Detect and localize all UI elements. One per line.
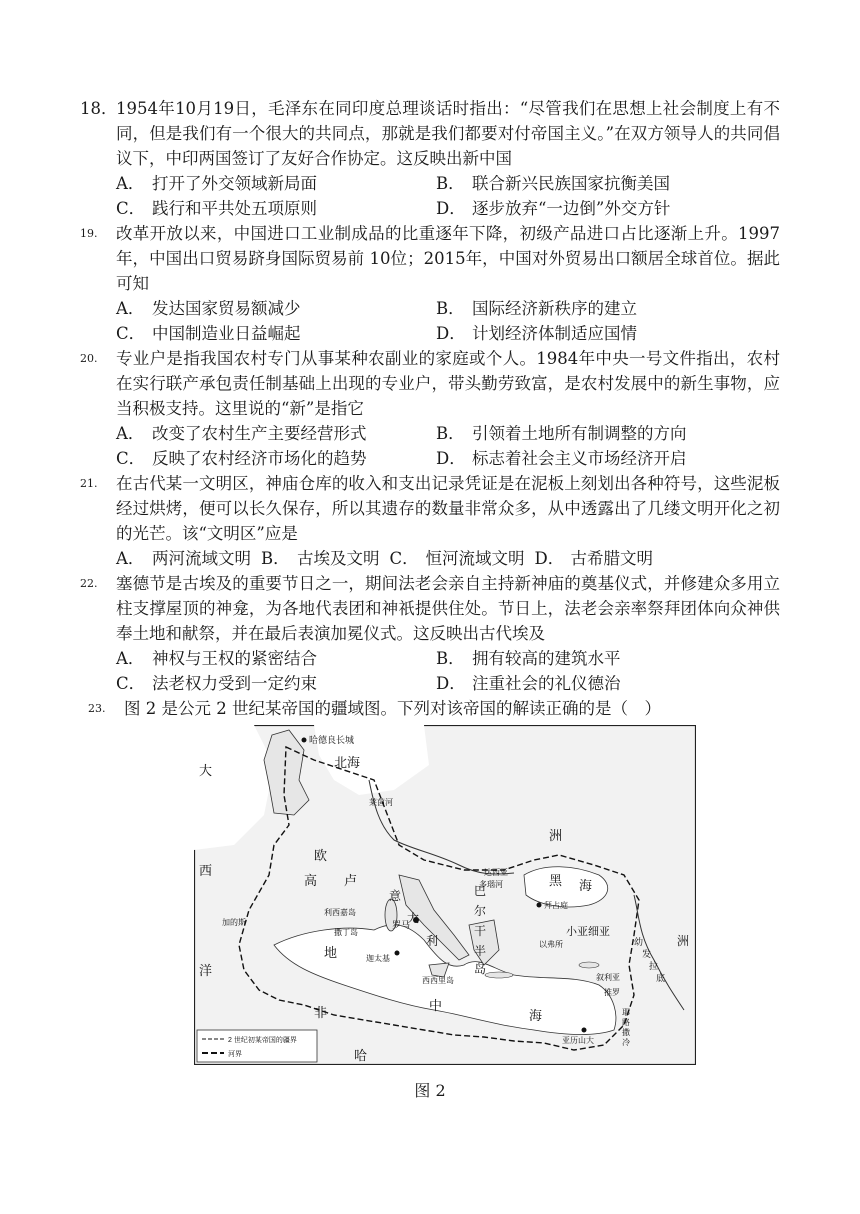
option-c[interactable]: C． 恒河流域文明 — [389, 549, 525, 568]
label-alexandria: 亚历山大 — [562, 1036, 594, 1045]
hadrian-wall-marker — [302, 738, 307, 743]
label-hai: 海 — [529, 1008, 543, 1023]
option-d[interactable]: D． 逐步放弃“一边倒”外交方针 — [436, 199, 671, 218]
question-stem: 图 2 是公元 2 世纪某帝国的疆域图。下列对该帝国的解读正确的是（ ） — [124, 699, 661, 718]
label-zhong: 中 — [429, 998, 443, 1013]
option-b[interactable]: B． 国际经济新秩序的建立 — [436, 299, 637, 318]
label-ephesus: 以弗所 — [539, 940, 563, 949]
option-b[interactable]: B． 拥有较高的建筑水平 — [436, 649, 621, 668]
label-yang: 洋 — [199, 963, 213, 978]
byzantium-marker — [537, 903, 542, 908]
legend-box — [197, 1030, 317, 1062]
option-a[interactable]: A． 改变了农村生产主要经营形式 — [116, 424, 367, 443]
label-balkan-1: 巴 — [474, 884, 487, 898]
label-italy-3: 利 — [426, 934, 439, 948]
label-syria: 叙利亚 — [596, 973, 620, 982]
label-europe-ou: 欧 — [314, 848, 328, 863]
label-hadrian-wall: 哈德良长城 — [309, 735, 355, 745]
label-gades: 加的斯 — [222, 918, 246, 927]
option-c[interactable]: C． 反映了农村经济市场化的趋势 — [116, 449, 367, 468]
option-a[interactable]: A． 两河流域文明 — [116, 549, 251, 568]
label-euphrates-4: 底 — [656, 973, 666, 983]
label-europe-zhou: 洲 — [549, 828, 563, 843]
label-da: 大 — [199, 763, 213, 778]
label-balkan-2: 尔 — [474, 904, 487, 918]
options — [116, 421, 780, 471]
option-b[interactable]: B． 联合新兴民族国家抗衡美国 — [436, 174, 670, 193]
label-balkan-3: 干 — [474, 924, 487, 938]
option-c[interactable]: C． 中国制造业日益崛起 — [116, 324, 301, 343]
option-a[interactable]: A． 打开了外交领域新局面 — [116, 174, 317, 193]
question-number: 23. — [88, 702, 106, 715]
label-sicily: 西西里岛 — [422, 976, 454, 985]
crete — [485, 972, 513, 978]
label-jerusalem-2: 路 — [622, 1018, 630, 1027]
map-legend — [197, 1030, 317, 1062]
label-west: 西 — [199, 863, 213, 878]
question-number: 18． — [80, 99, 118, 118]
question-22 — [80, 571, 780, 696]
question-stem: 专业户是指我国农村专门从事某种农副业的家庭或个人。1984年中央一号文件指出，农村在实行联产承包责任制基础上出现的专业户，带头勤劳致富，是农村发展中的新生事物，应当积极支持。这里说的“新”是指它 — [116, 349, 780, 418]
question-23 — [88, 696, 788, 721]
option-b[interactable]: B． 引领着土地所有制调整的方向 — [436, 424, 687, 443]
question-stem: 在古代某一文明区，神庙仓库的收入和支出记录凭证是在泥板上刻划出各种符号，这些泥板经过烘烤，便可以长久保存，所以其遗存的数量非常众多，从中透露出了几缕文明开化之初的光芒。该“文明区”应是 — [116, 474, 780, 543]
label-north-sea: 北海 — [334, 755, 361, 770]
question-stem: 塞德节是古埃及的重要节日之一，期间法老会亲自主持新神庙的奠基仪式，并修建众多用立柱支撑屋顶的神龛，为各地代表团和神祇提供住处。节日上，法老会亲率祭拜团体向众神供奉土地和献祭，并在最后表演加冕仪式。这反映出古代埃及 — [116, 574, 780, 643]
label-euphrates-1: 幼 — [634, 937, 644, 947]
label-balkan-5: 岛 — [474, 962, 487, 976]
option-d[interactable]: D． 标志着社会主义市场经济开启 — [436, 449, 687, 468]
question-number: 20. — [80, 352, 98, 365]
label-dacia: 达西亚 — [484, 868, 508, 877]
label-sidon: 推罗 — [604, 988, 620, 997]
label-corsica: 利西嘉岛 — [324, 908, 356, 917]
label-italy-2: 大 — [407, 911, 420, 925]
option-c[interactable]: C． 践行和平共处五项原则 — [116, 199, 317, 218]
label-black-sea-2: 海 — [579, 878, 593, 893]
label-jerusalem-1: 耶 — [622, 1008, 630, 1017]
question-21 — [80, 471, 780, 571]
label-rhine: 莱茵河 — [369, 798, 393, 807]
question-19 — [80, 221, 780, 346]
option-d[interactable]: D． 注重社会的礼仪德治 — [436, 674, 621, 693]
question-number: 19. — [80, 227, 98, 240]
question-stem: 1954年10月19日，毛泽东在同印度总理谈话时指出：“尽管我们在思想上社会制度上有不同，但是我们有一个很大的共同点，那就是我们都要对付帝国主义。”在双方领导人的共同倡议下，中印两国签订了友好合作协定。这反映出新中国 — [116, 99, 780, 168]
label-euphrates-3: 拉 — [649, 961, 659, 971]
label-di: 地 — [324, 945, 338, 960]
options — [116, 546, 780, 571]
question-number: 21. — [80, 477, 98, 490]
alexandria-marker — [582, 1028, 587, 1033]
legend-border-label: 2 世纪初某帝国的疆界 — [228, 1037, 297, 1044]
label-sardinia: 撒丁岛 — [334, 928, 358, 937]
label-black-sea-1: 黑 — [549, 873, 563, 888]
option-a[interactable]: A． 发达国家贸易额减少 — [116, 299, 301, 318]
options — [116, 646, 780, 696]
label-rome: 罗马 — [392, 920, 411, 930]
label-plateau-gao: 高 — [304, 873, 318, 888]
options — [116, 171, 780, 221]
option-d[interactable]: D． 古希腊文明 — [534, 549, 653, 568]
cyprus — [579, 962, 599, 968]
label-asia-zhou: 洲 — [677, 934, 690, 948]
label-byzantium: 拜占庭 — [544, 901, 568, 910]
question-stem: 改革开放以来，中国进口工业制成品的比重逐年下降，初级产品进口占比逐渐上升。1997年，中国出口贸易跻身国际贸易前 10位；2015年，中国对外贸易出口额居全球首位。据此可知 — [116, 224, 780, 293]
label-danube: 多瑙河 — [479, 880, 503, 889]
option-a[interactable]: A． 神权与王权的紧密结合 — [116, 649, 317, 668]
question-18 — [80, 96, 780, 221]
label-sahara-ha: 哈 — [354, 1048, 368, 1063]
option-d[interactable]: D． 计划经济体制适应国情 — [436, 324, 637, 343]
question-number: 22. — [80, 577, 98, 590]
label-italy-1: 意 — [389, 889, 402, 903]
options — [116, 296, 780, 346]
label-euphrates-2: 发 — [642, 949, 652, 959]
empire-map — [194, 725, 696, 1065]
label-jerusalem-3: 撒 — [622, 1028, 630, 1037]
label-carthage: 迦太基 — [366, 954, 390, 963]
legend-river-label: 河界 — [228, 1051, 242, 1058]
question-20 — [80, 346, 780, 471]
label-plateau-lu: 卢 — [344, 873, 358, 888]
label-asia-minor: 小亚细亚 — [566, 926, 610, 938]
label-africa-fei: 非 — [314, 1005, 328, 1020]
figure-caption: 图 2 — [414, 1081, 446, 1100]
label-balkan-4: 半 — [474, 944, 487, 958]
option-b[interactable]: B． 古埃及文明 — [261, 549, 380, 568]
option-c[interactable]: C． 法老权力受到一定约束 — [116, 674, 317, 693]
carthage-marker — [395, 951, 400, 956]
label-jerusalem-4: 冷 — [622, 1038, 630, 1047]
